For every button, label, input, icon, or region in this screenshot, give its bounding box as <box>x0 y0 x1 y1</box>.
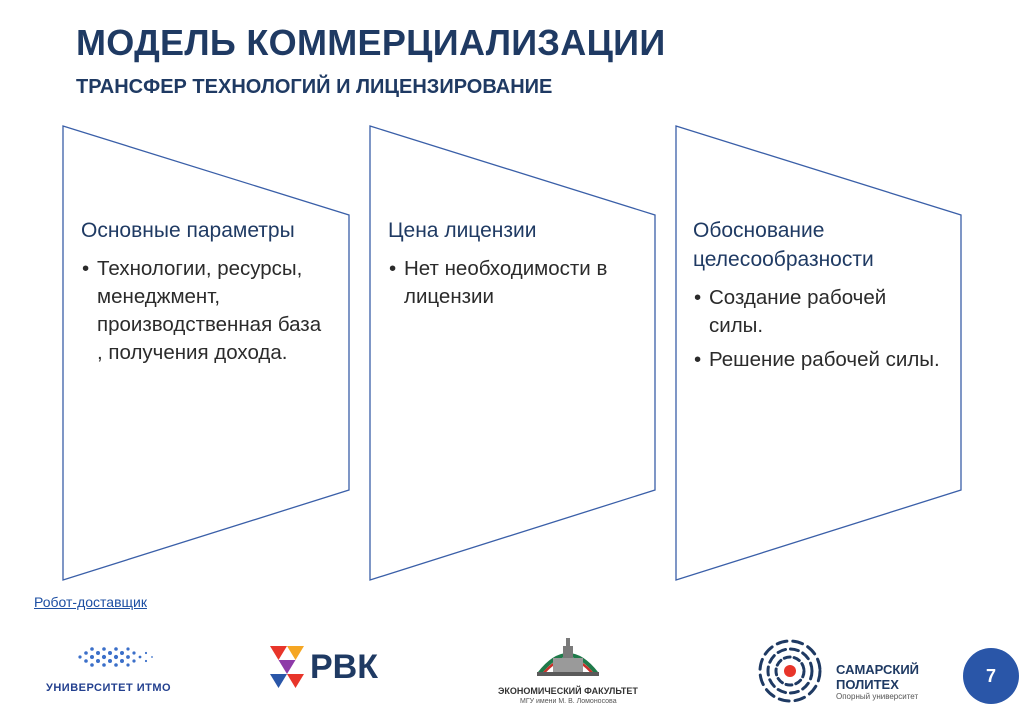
university-building-icon <box>533 634 603 680</box>
panel-3 <box>693 216 943 380</box>
bullet-item: • Решение рабочей силы. <box>693 346 943 374</box>
bullet-item: • Технологии, ресурсы, менеджмент, производственная база , получения дохода. <box>81 255 331 367</box>
panel-shape-2 <box>370 126 655 580</box>
panel-heading: Обоснование целесообразности <box>693 219 874 271</box>
itmo-logo-text: УНИВЕРСИТЕТ ИТМО <box>46 682 172 694</box>
samara-polytech-emblem-icon <box>752 636 828 706</box>
bullet-item: • Создание рабочей силы. <box>693 284 943 340</box>
panel-2 <box>388 216 638 317</box>
slide-subtitle: ТРАНСФЕР ТЕХНОЛОГИЙ И ЛИЦЕНЗИРОВАНИЕ <box>76 76 553 98</box>
bullet-item: • Нет необходимости в лицензии <box>388 255 638 311</box>
samara-polytech-logo <box>752 636 932 706</box>
panel-heading: Цена лицензии <box>388 219 537 242</box>
slide-title: МОДЕЛЬ КОММЕРЦИАЛИЗАЦИИ <box>76 22 666 63</box>
page-number-badge: 7 <box>963 648 1019 704</box>
rvk-logo <box>268 644 398 692</box>
econ-faculty-line1: ЭКОНОМИЧЕСКИЙ ФАКУЛЬТЕТ <box>498 686 638 696</box>
bullet-list <box>693 284 943 374</box>
panel-heading: Основные параметры <box>81 219 295 242</box>
samara-line3: Опорный университет <box>836 692 919 701</box>
itmo-dots-icon <box>74 644 164 670</box>
rvk-logo-text: РВК <box>310 648 378 686</box>
bullet-list <box>388 255 638 311</box>
econ-faculty-logo <box>498 634 638 706</box>
robot-courier-link[interactable]: Робот-доставщик <box>34 594 147 610</box>
rvk-emblem-icon <box>268 644 306 688</box>
bullet-list <box>81 255 331 367</box>
itmo-logo <box>44 644 184 696</box>
samara-line1: САМАРСКИЙ <box>836 662 920 677</box>
samara-line2: ПОЛИТЕХ <box>836 677 899 692</box>
econ-faculty-line2: МГУ имени М. В. Ломоносова <box>520 698 617 705</box>
panel-1 <box>81 216 331 373</box>
